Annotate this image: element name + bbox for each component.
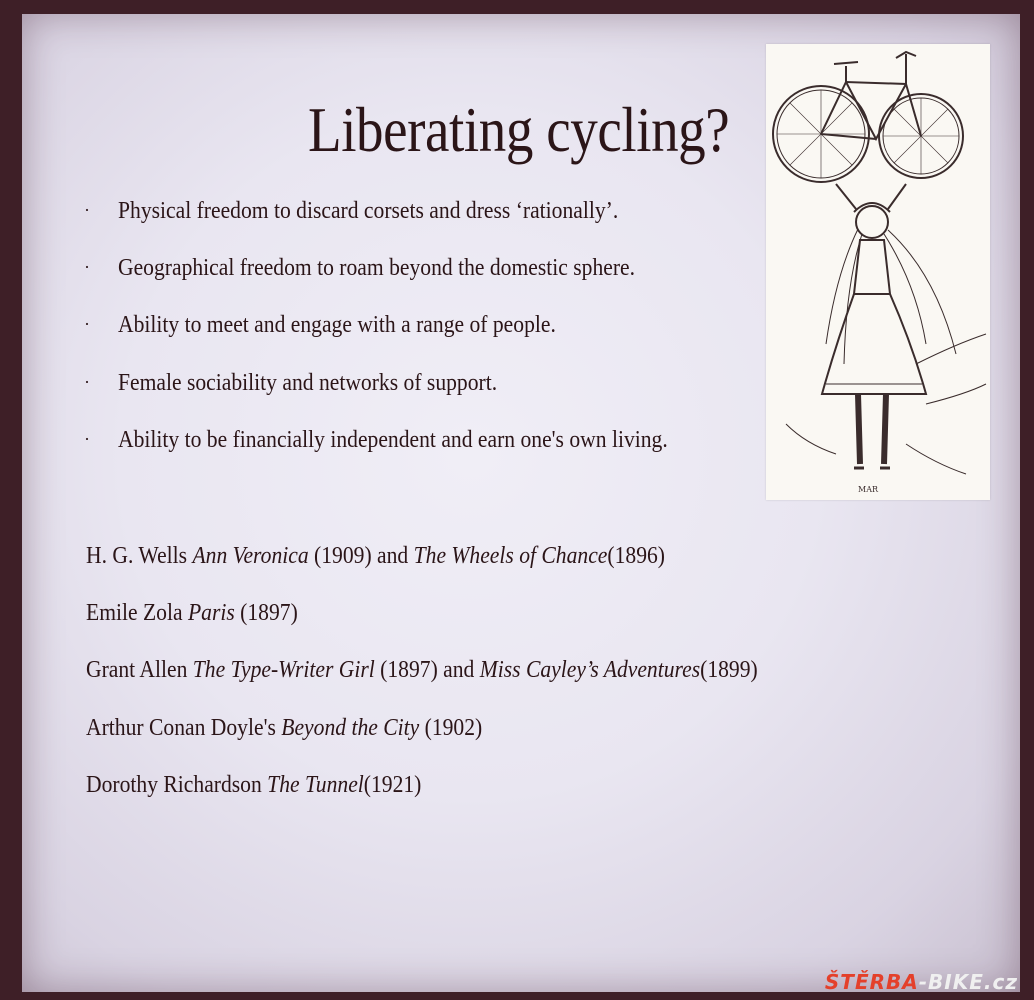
watermark-part-2: -BIKE.cz [918,970,1018,994]
ref-author: Dorothy Richardson [86,772,262,798]
reference-line [86,544,665,568]
ref-work: The Type-Writer Girl [192,657,375,683]
bullet-text: Ability to be financially independent and earn one's own living. [118,427,668,453]
slide-title: Liberating cycling? [308,94,730,165]
watermark-part-1: ŠTĚRBA [824,970,919,994]
ref-year: (1921) [363,772,422,798]
reference-line [86,773,421,797]
ref-work: Miss Cayley’s Adventures [479,657,701,683]
ref-work: Ann Veronica [192,543,309,569]
reference-line [86,716,482,740]
bullet-marker: · [84,372,90,392]
ref-author: Emile Zola [86,600,183,626]
ref-work: The Wheels of Chance [413,543,608,569]
ref-year: (1897) [380,657,438,683]
bullet-marker: · [84,429,90,449]
bullet-text: Geographical freedom to roam beyond the domestic sphere. [118,255,636,281]
ref-author: H. G. Wells [86,543,188,569]
ref-work: Paris [187,600,235,626]
ref-author: Arthur Conan Doyle's [86,715,276,741]
bullet-marker: · [84,200,90,220]
bullet-text: Ability to meet and engage with a range of people. [118,312,556,338]
ref-author: Grant Allen [86,657,188,683]
watermark-logo [825,970,1018,994]
ref-conj: and [377,543,409,569]
woman-head [856,206,888,238]
bullet-text: Physical freedom to discard corsets and dress ‘rationally’. [118,198,619,224]
ref-year: (1899) [700,657,758,683]
woman-with-bicycle-illustration [766,44,990,500]
ref-year: (1902) [424,715,483,741]
ref-year: (1897) [240,600,298,626]
bullet-marker: · [84,314,90,334]
ref-conj: and [443,657,475,683]
ref-work: The Tunnel [267,772,364,798]
ref-year: (1896) [607,543,665,569]
bullet-text: Female sociability and networks of support. [118,370,498,396]
reference-line [86,658,758,682]
ref-year: (1909) [314,543,372,569]
ref-work: Beyond the City [281,715,420,741]
bicycle-woman-drawing [766,44,990,500]
bullet-marker: · [84,257,90,277]
reference-line [86,601,298,625]
illustration-signature: MAR [858,485,878,494]
